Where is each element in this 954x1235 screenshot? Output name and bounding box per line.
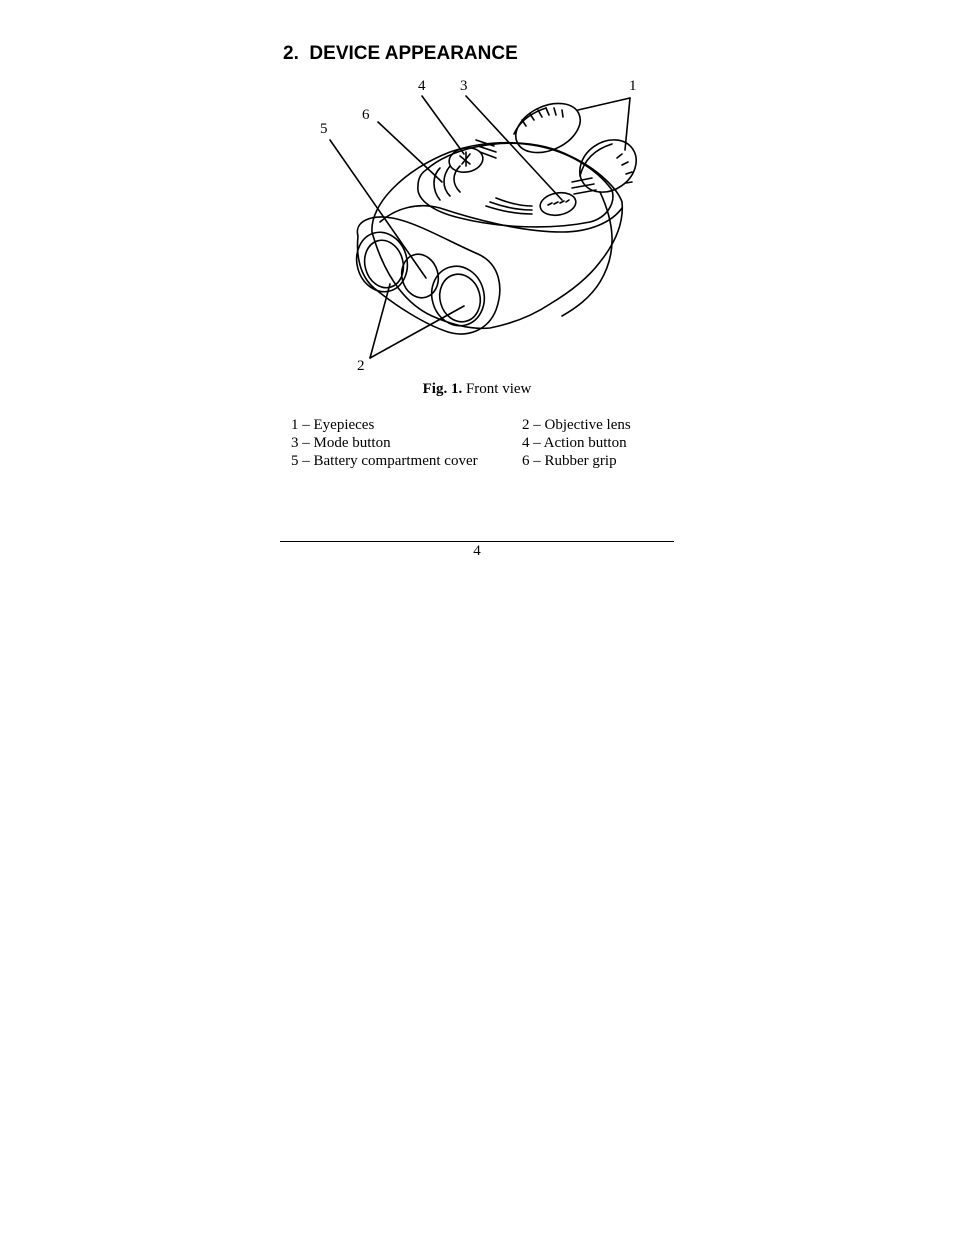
callout-3: 3 (460, 78, 468, 94)
legend-item: 3 – Mode button (291, 435, 391, 451)
figure-caption-text: Front view (465, 381, 532, 397)
figure-caption (0, 381, 954, 398)
legend-item: 4 – Action button (522, 435, 627, 451)
legend-item: 1 – Eyepieces (291, 417, 375, 433)
leader-line-5 (330, 140, 426, 278)
callout-4: 4 (418, 78, 426, 94)
legend-item: 5 – Battery compartment cover (291, 453, 478, 469)
legend-row (291, 452, 671, 470)
legend-row (291, 416, 671, 434)
mode-button-drawing (538, 190, 577, 218)
leader-line-1b (625, 98, 630, 150)
parts-legend (291, 416, 671, 470)
leader-line-2a (370, 284, 390, 358)
device-front-view-illustration (300, 72, 660, 382)
section-heading (283, 43, 518, 65)
leader-line-4 (422, 96, 464, 154)
callout-2: 2 (357, 358, 365, 374)
eyepiece-left (508, 94, 588, 163)
callout-1: 1 (629, 78, 637, 94)
callout-6: 6 (362, 107, 370, 123)
footer-divider (280, 541, 674, 542)
page-number: 4 (473, 543, 481, 559)
legend-row (291, 434, 671, 452)
callout-5: 5 (320, 121, 328, 137)
section-title: DEVICE APPEARANCE (309, 43, 518, 64)
eyepiece-right (570, 129, 647, 203)
leader-line-1a (578, 98, 630, 110)
legend-item: 6 – Rubber grip (522, 453, 617, 469)
objective-lens-right (425, 260, 491, 331)
legend-item: 2 – Objective lens (522, 417, 631, 433)
figure-caption-label: Fig. 1. (422, 381, 463, 397)
section-number: 2. (283, 43, 299, 64)
